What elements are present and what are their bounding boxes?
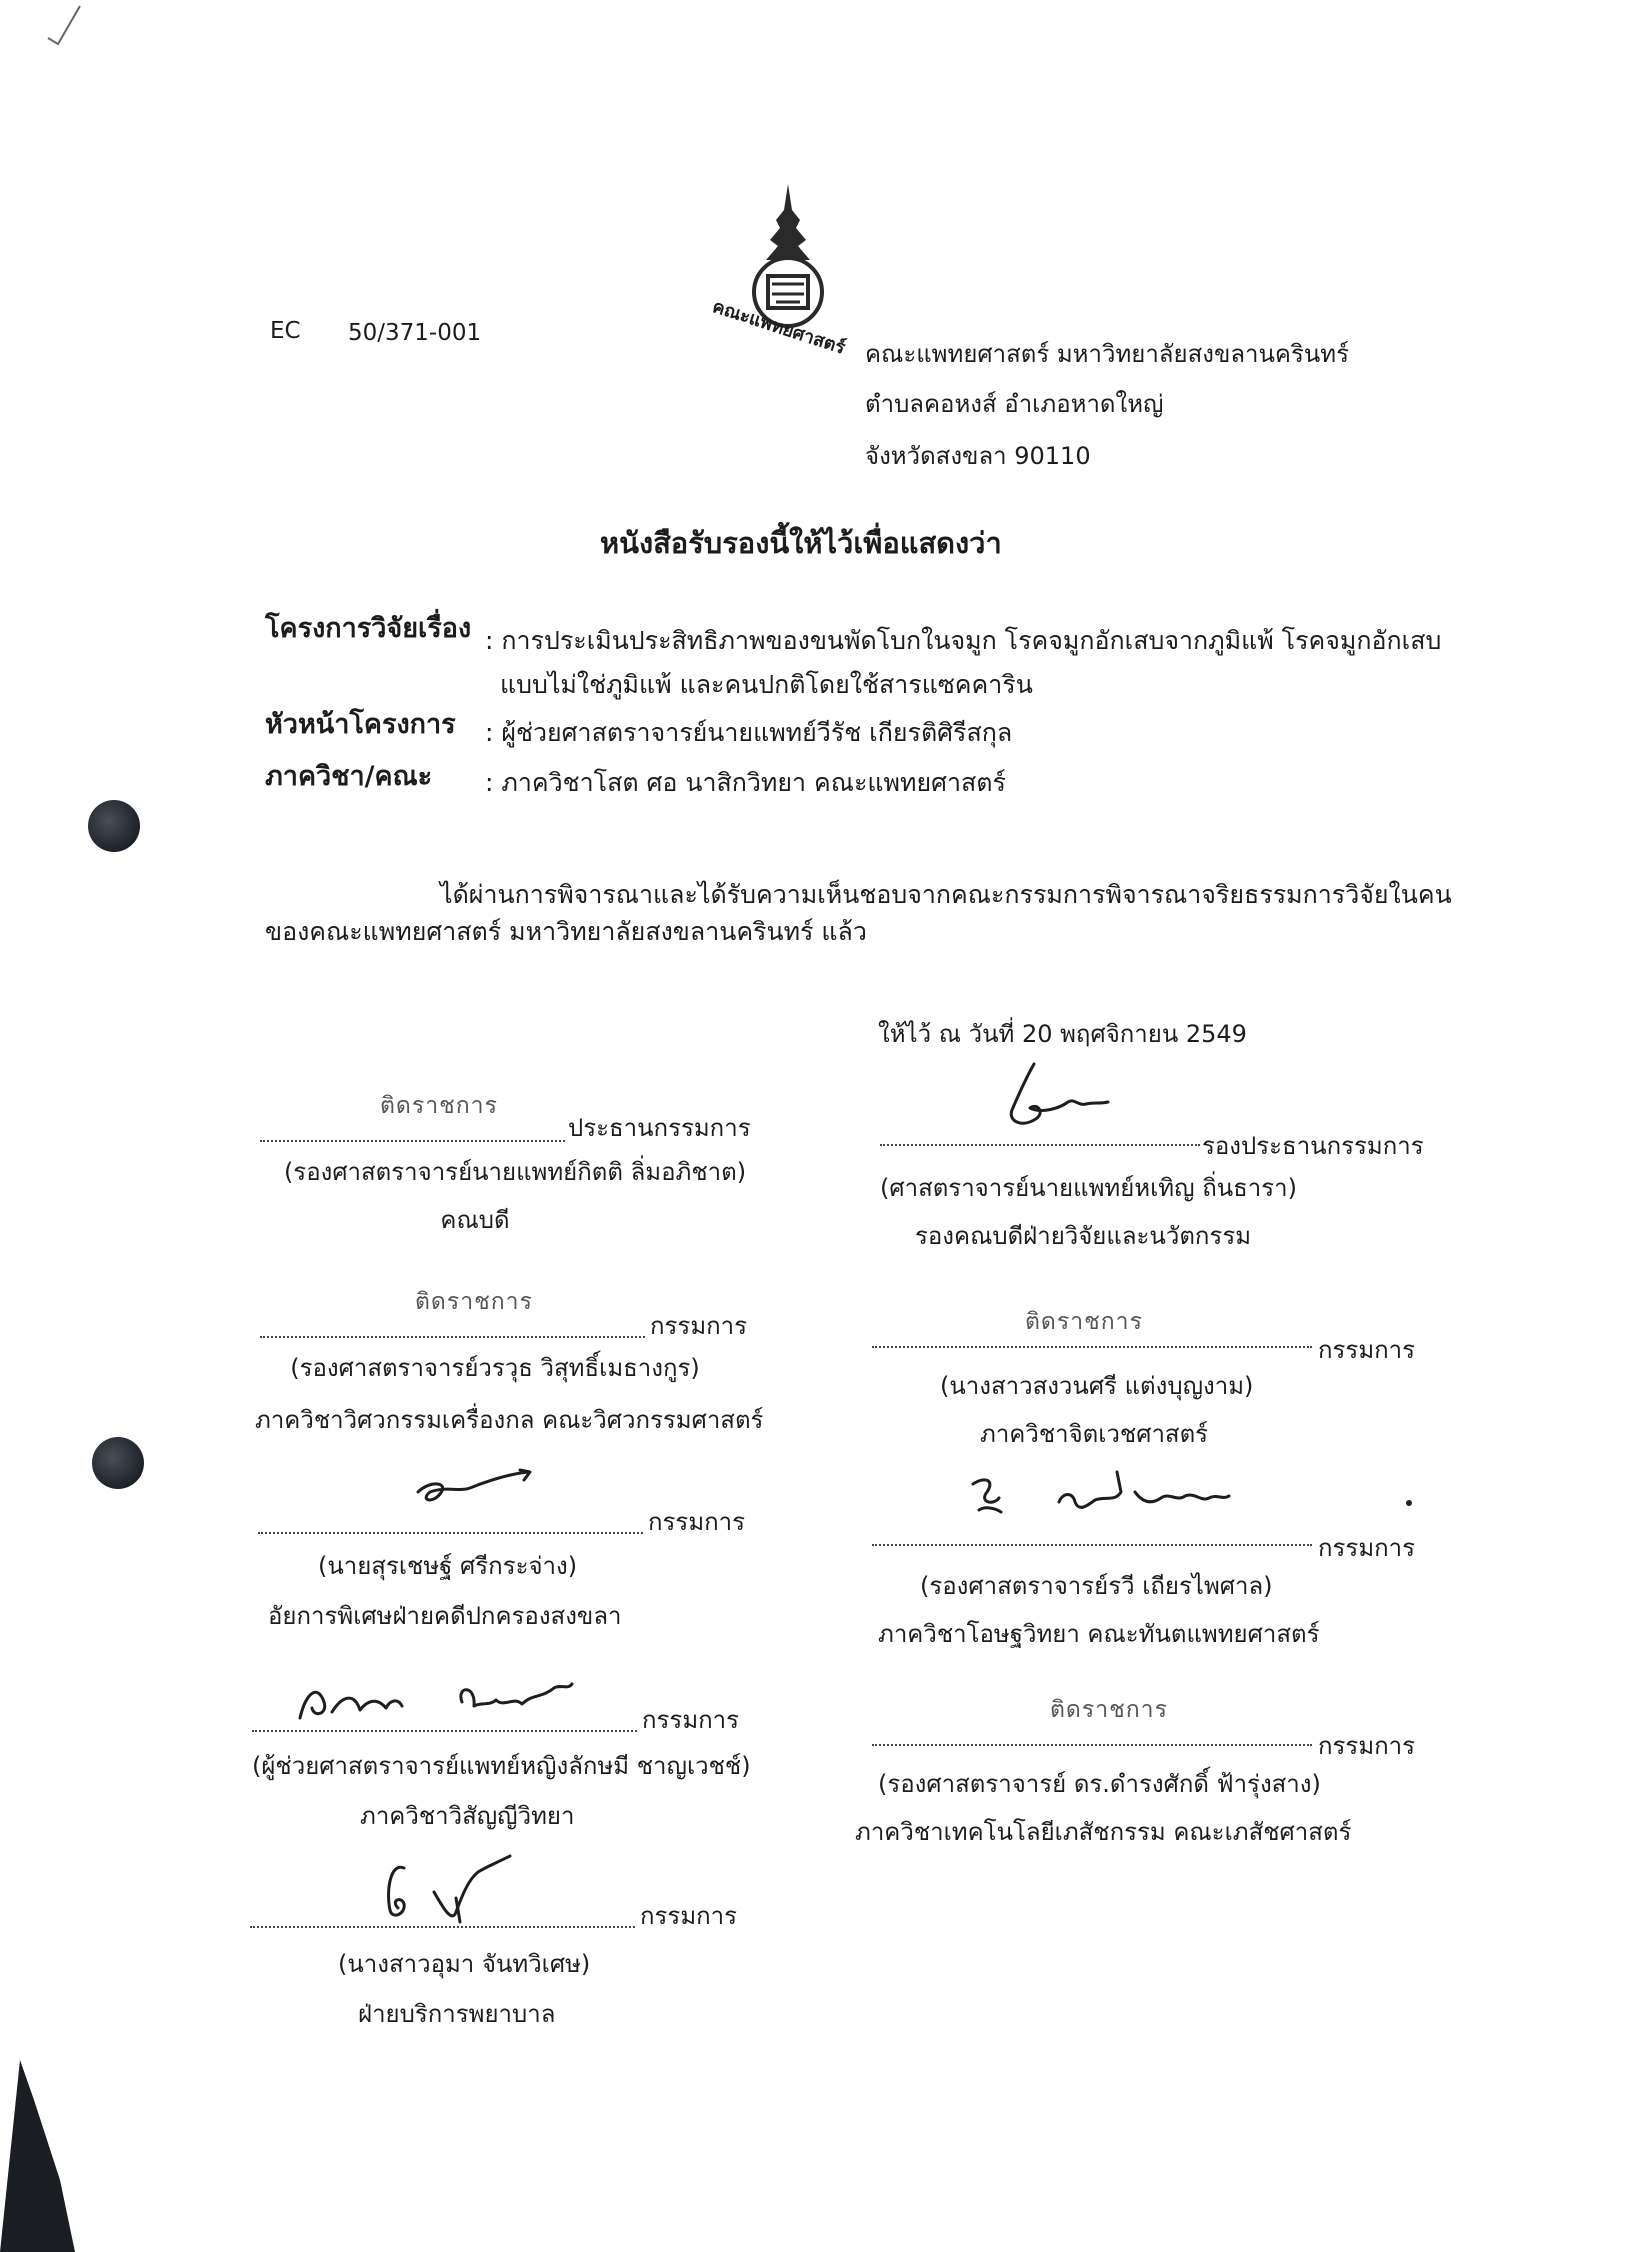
signatory-position: ภาควิชาจิตเวชศาสตร์	[980, 1420, 1209, 1448]
signatory-name: (ศาสตราจารย์นายแพทย์หเทิญ ถิ่นธารา)	[880, 1174, 1297, 1202]
department-label: ภาควิชา/คณะ	[265, 761, 433, 792]
signature-line	[880, 1144, 1200, 1146]
signature-line	[250, 1926, 635, 1928]
pen-tick-mark	[40, 0, 100, 50]
signature-line	[872, 1346, 1312, 1348]
signatory-position: ภาควิชาเทคโนโลยีเภสัชกรรม คณะเภสัชศาสตร์	[855, 1818, 1352, 1846]
signature-line	[872, 1544, 1312, 1546]
signature-line	[872, 1744, 1312, 1746]
handwritten-signature	[955, 1462, 1275, 1532]
signatory-role: กรรมการ	[1318, 1732, 1416, 1760]
signatory-name: (รองศาสตราจารย์วรวุธ วิสุทธิ์เมธางกูร)	[290, 1354, 700, 1382]
signatory-role: กรรมการ	[1318, 1336, 1416, 1364]
signatory-name: (รองศาสตราจารย์ ดร.ดำรงศักดิ์ ฟ้ารุ่งสาง)	[878, 1770, 1321, 1798]
handwritten-signature	[290, 1672, 610, 1732]
issue-date: ให้ไว้ ณ วันที่ 20 พฤศจิกายน 2549	[878, 1020, 1247, 1048]
signatory-position: ภาควิชาวิสัญญีวิทยา	[360, 1802, 575, 1830]
punch-hole-bottom	[92, 1437, 144, 1489]
address-line-3: จังหวัดสงขลา 90110	[865, 442, 1091, 470]
certificate-title: หนังสือรับรองนี้ให้ไว้เพื่อแสดงว่า	[600, 526, 1002, 560]
signatory-name: (ผู้ช่วยศาสตราจารย์แพทย์หญิงลักษมี ชาญเวชช์)	[252, 1752, 751, 1780]
ec-label: EC	[270, 318, 301, 344]
signatory-position: อัยการพิเศษฝ่ายคดีปกครองสงขลา	[268, 1602, 622, 1630]
signatory-name: (นางสาวสงวนศรี แต่งบุญงาม)	[940, 1372, 1254, 1400]
project-head-label: หัวหน้าโครงการ	[265, 709, 456, 740]
signature-line	[260, 1336, 645, 1338]
signature-line	[252, 1730, 637, 1732]
address-line-1: คณะแพทยศาสตร์ มหาวิทยาลัยสงขลานครินทร์	[865, 340, 1349, 368]
signatory-name: (รองศาสตราจารย์นายแพทย์กิตติ ลิ่มอภิชาต)	[283, 1158, 747, 1186]
project-head-value: : ผู้ช่วยศาสตราจารย์นายแพทย์วีรัช เกียรติศิรีสกุล	[485, 718, 1013, 747]
research-label: โครงการวิจัยเรื่อง	[265, 613, 472, 644]
signatory-position: คณบดี	[440, 1206, 510, 1234]
signatory-name: (นายสุรเชษฐ์ ศรีกระจ่าง)	[318, 1552, 578, 1580]
signature-line	[258, 1532, 643, 1534]
signature-line	[260, 1140, 565, 1142]
research-title-line-1: : การประเมินประสิทธิภาพของขนพัดโบกในจมูก โรคจมูกอักเสบจากภูมิแพ้ โรคจมูกอักเสบ	[485, 626, 1442, 655]
ink-dot	[1406, 1500, 1412, 1506]
signatory-role: กรรมการ	[642, 1706, 740, 1734]
handwritten-signature	[360, 1852, 560, 1932]
handwritten-signature	[400, 1462, 550, 1522]
faculty-seal	[706, 180, 870, 359]
scan-corner-shadow	[0, 2060, 130, 2252]
signatory-role: กรรมการ	[650, 1312, 748, 1340]
address-line-2: ตำบลคอหงส์ อำเภอหาดใหญ่	[865, 390, 1164, 418]
handwritten-signature	[990, 1058, 1130, 1138]
approval-text-line-2: ของคณะแพทยศาสตร์ มหาวิทยาลัยสงขลานครินทร์ แล้ว	[265, 917, 867, 946]
signatory-role: กรรมการ	[1318, 1534, 1416, 1562]
signatory-role: รองประธานกรรมการ	[1202, 1132, 1424, 1160]
seal-text: คณะแพทยศาสตร์	[709, 296, 848, 359]
research-title-line-2: แบบไม่ใช่ภูมิแพ้ และคนปกติโดยใช้สารแซคคาริน	[500, 670, 1033, 699]
stamp-away-on-duty: ติดราชการ	[380, 1093, 498, 1119]
ec-number: 50/371-001	[348, 320, 482, 346]
signatory-position: ฝ่ายบริการพยาบาล	[358, 2000, 556, 2028]
signatory-position: รองคณบดีฝ่ายวิจัยและนวัตกรรม	[915, 1222, 1252, 1250]
department-value: : ภาควิชาโสต ศอ นาสิกวิทยา คณะแพทยศาสตร์	[485, 768, 1006, 797]
signatory-role: กรรมการ	[640, 1902, 738, 1930]
stamp-away-on-duty: ติดราชการ	[1050, 1697, 1168, 1723]
signatory-name: (นางสาวอุมา จันทวิเศษ)	[338, 1950, 591, 1978]
signatory-position: ภาควิชาวิศวกรรมเครื่องกล คณะวิศวกรรมศาสตร์	[255, 1406, 764, 1434]
signatory-role: กรรมการ	[648, 1508, 746, 1536]
stamp-away-on-duty: ติดราชการ	[1025, 1309, 1143, 1335]
signatory-role: ประธานกรรมการ	[568, 1114, 751, 1142]
stamp-away-on-duty: ติดราชการ	[415, 1289, 533, 1315]
signatory-name: (รองศาสตราจารย์รวี เถียรไพศาล)	[920, 1572, 1273, 1600]
approval-text-line-1: ได้ผ่านการพิจารณาและได้รับความเห็นชอบจากคณะกรรมการพิจารณาจริยธรรมการวิจัยในคน	[440, 880, 1452, 909]
punch-hole-top	[88, 800, 140, 852]
signatory-position: ภาควิชาโอษฐวิทยา คณะทันตแพทยศาสตร์	[878, 1620, 1320, 1648]
